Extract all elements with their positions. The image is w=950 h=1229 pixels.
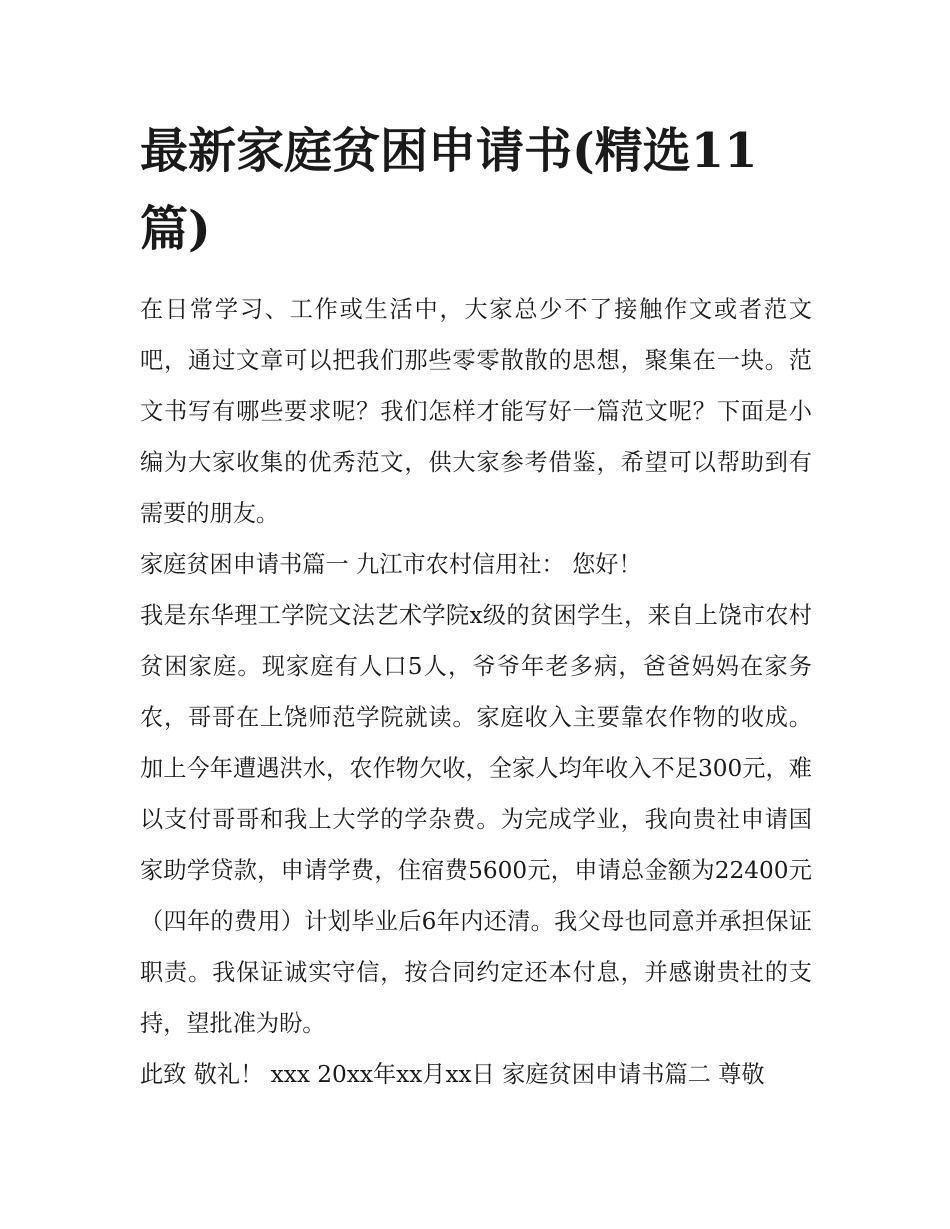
letter-salutation: 家庭贫困申请书篇一 九江市农村信用社： 您好！ xyxy=(140,551,642,578)
document-body xyxy=(140,284,812,1100)
letter-body-paragraph: 我是东华理工学院文法艺术学院x级的贫困学生，来自上饶市农村贫困家庭。现家庭有人口5人，爷爷年老多病，爸爸妈妈在家务农，哥哥在上饶师范学院就读。家庭收入主要靠农作物的收成。加上今年遭遇洪水，农作物欠收，全家人均年收入不足300元，难以支付哥哥和我上大学的学杂费。为完成学业，我向贵社申请国家助学贷款，申请学费，住宿费5600元，申请总金额为22400元（四年的费用）计划毕业后6年内还清。我父母也同意并承担保证职责。我保证诚实守信，按合同约定还本付息，并感谢贵社的支持，望批准为盼。 xyxy=(140,602,812,1037)
intro-paragraph: 在日常学习、工作或生活中，大家总少不了接触作文或者范文吧，通过文章可以把我们那些零零散散的思想，聚集在一块。范文书写有哪些要求呢？我们怎样才能写好一篇范文呢？下面是小编为大家收集的优秀范文，供大家参考借鉴，希望可以帮助到有需要的朋友。 xyxy=(140,296,812,527)
letter-closing: 此致 敬礼！ xxx 20xx年xx月xx日 家庭贫困申请书篇二 尊敬 xyxy=(140,1061,765,1088)
document-page xyxy=(140,112,812,1100)
document-title: 最新家庭贫困申请书(精选11篇) xyxy=(140,123,758,257)
